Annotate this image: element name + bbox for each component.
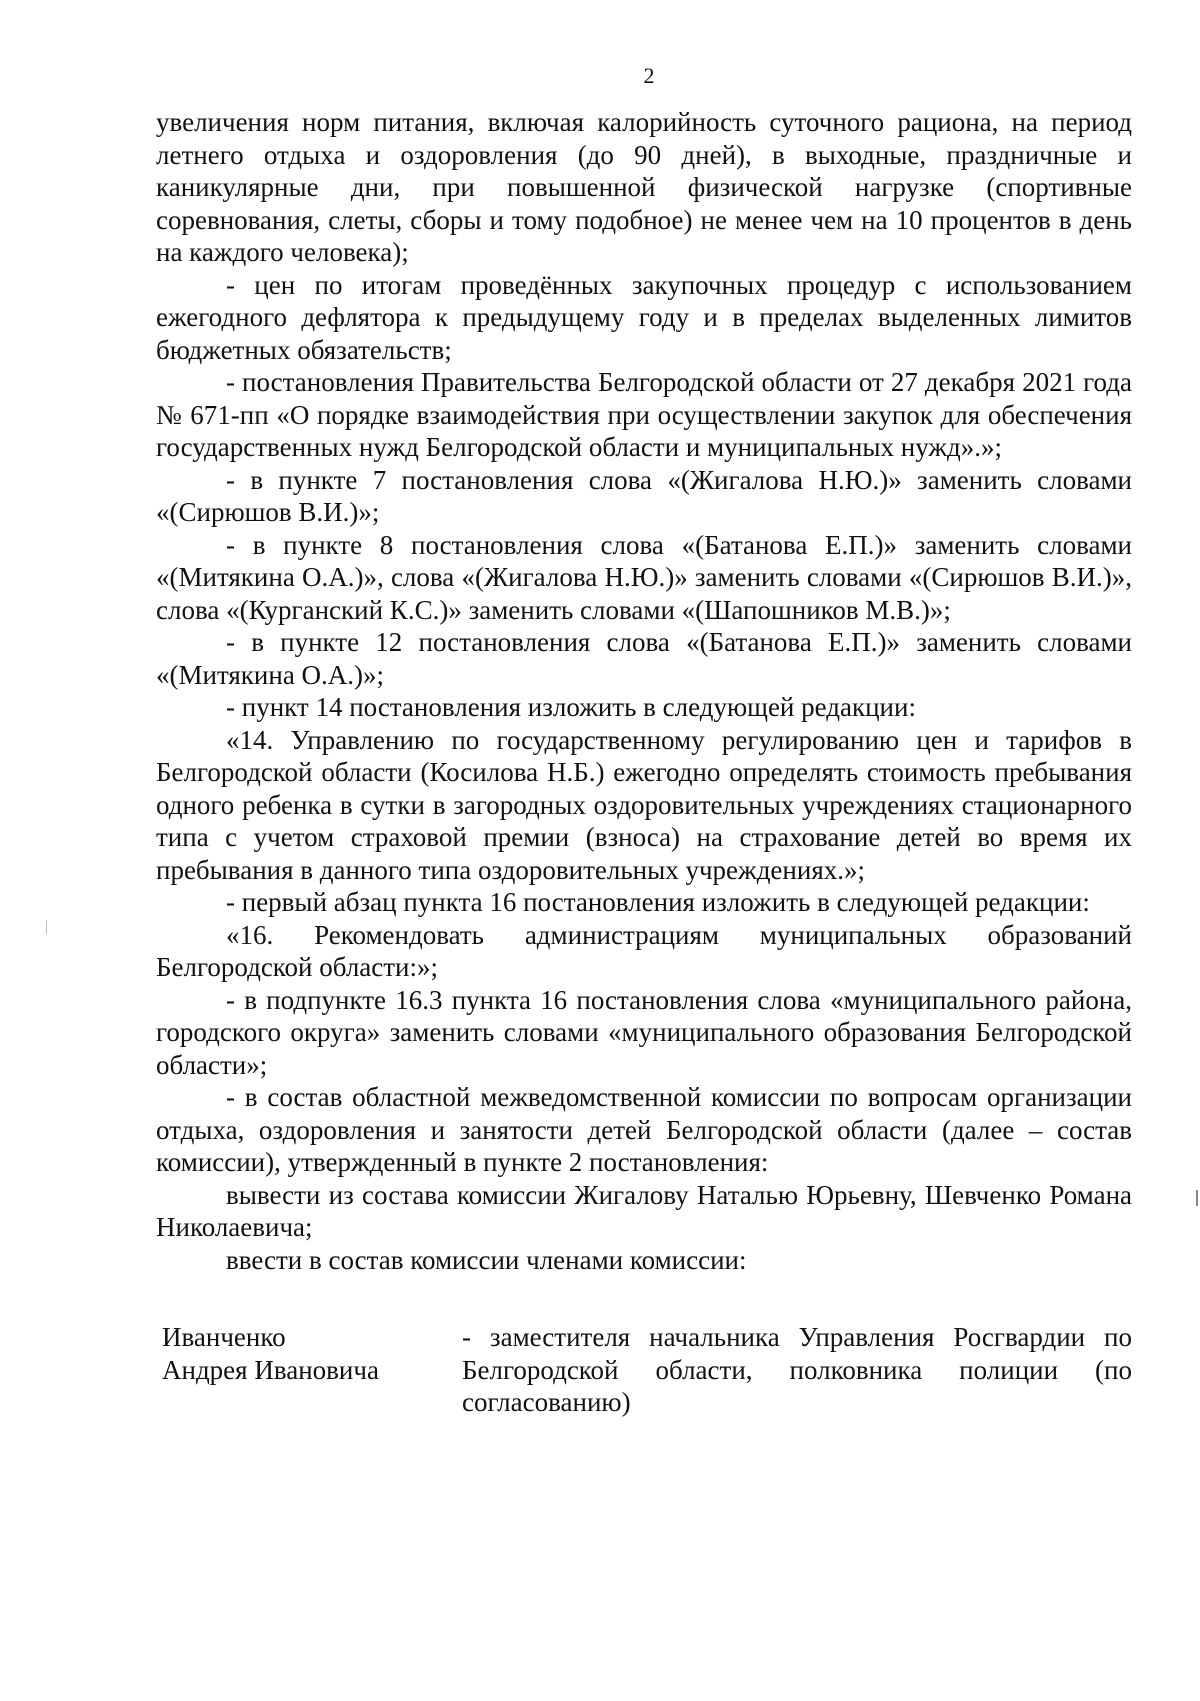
paragraph-item-12: - в пункте 12 постановления слова «(Батанова Е.П.)» заменить словами «(Митякина О.А.)»; xyxy=(156,627,1132,690)
member-surname: Иванченко xyxy=(162,1322,286,1352)
paragraph-government-resolution: - постановления Правительства Белгородской области от 27 декабря 2021 года № 671-пп «О порядке взаимодействия при осуществлении закупок для обеспечения государственных нужд Белгородской области и муниципальных нужд».»; xyxy=(156,367,1132,462)
paragraph-prices: - цен по итогам проведённых закупочных процедур с использованием ежегодного дефлятора к предыдущему году и в пределах выделенных лимитов бюджетных обязательств; xyxy=(156,269,1132,365)
paragraph-item-16-text: «16. Рекомендовать администрациям муниципальных образований Белгородской области:»; xyxy=(156,919,1132,982)
commission-member-entry xyxy=(156,1321,1132,1419)
paragraph-add-members: ввести в состав комиссии членами комиссии: xyxy=(226,1244,747,1275)
paragraph-commission: - в состав областной межведомственной комиссии по вопросам организации отдыха, оздоровления и занятости детей Белгородской области (далее – состав комиссии), утвержденный в пункте 2 постановления: xyxy=(156,1082,1132,1177)
paragraph-item-14-intro: - пункт 14 постановления изложить в следующей редакции: xyxy=(226,692,916,722)
paragraph-remove-members: вывести из состава комиссии Жигалову Наталью Юрьевну, Шевченко Романа Николаевича; xyxy=(156,1179,1132,1242)
paragraph-subitem-16-3: - в подпункте 16.3 пункта 16 постановления слова «муниципального района, городского округа» заменить словами «муниципального образования Белгородской области»; xyxy=(156,984,1132,1080)
paragraph-item-14-text: «14. Управлению по государственному регулированию цен и тарифов в Белгородской области (Косилова Н.Б.) ежегодно определять стоимость пребывания одного ребенка в сутки в загородных оздоровительных учреждениях стационарного типа с учетом страховой премии (взноса) на страхование детей во время их пребывания в данного типа оздоровительных учреждениях.»; xyxy=(156,724,1132,885)
member-given-names: Андрея Ивановича xyxy=(162,1354,379,1385)
paragraph-item-8: - в пункте 8 постановления слова «(Батанова Е.П.)» заменить словами «(Митякина О.А.)», слова «(Жигалова Н.Ю.)» заменить словами «(Сирюшов В.И.)», слова «(Курганский К.С.)» заменить словами «(Шапошников М.В.)»; xyxy=(156,529,1132,625)
document-body xyxy=(156,106,1132,1419)
page-number: 2 xyxy=(643,63,655,88)
scan-mark-right xyxy=(1196,1190,1198,1206)
spacer xyxy=(156,1276,1132,1309)
paragraph-item-7: - в пункте 7 постановления слова «(Жигалова Н.Ю.)» заменить словами «(Сирюшов В.И.)»; xyxy=(156,464,1132,527)
member-position: - заместителя начальника Управления Росгвардии по Белгородской области, полковника полиции (по согласованию) xyxy=(462,1322,1132,1417)
paragraph-item-16-intro: - первый абзац пункта 16 постановления изложить в следующей редакции: xyxy=(226,887,1090,917)
paragraph-nutrition-norms: увеличения норм питания, включая калорийность суточного рациона, на период летнего отдыха и оздоровления (до 90 дней), в выходные, праздничные и каникулярные дни, при повышенной физической нагрузке (спортивные соревнования, слеты, сборы и тому подобное) не менее чем на 10 процентов в день на каждого человека); xyxy=(156,107,1132,267)
member-name xyxy=(156,1321,462,1419)
scan-mark-left xyxy=(46,920,47,934)
